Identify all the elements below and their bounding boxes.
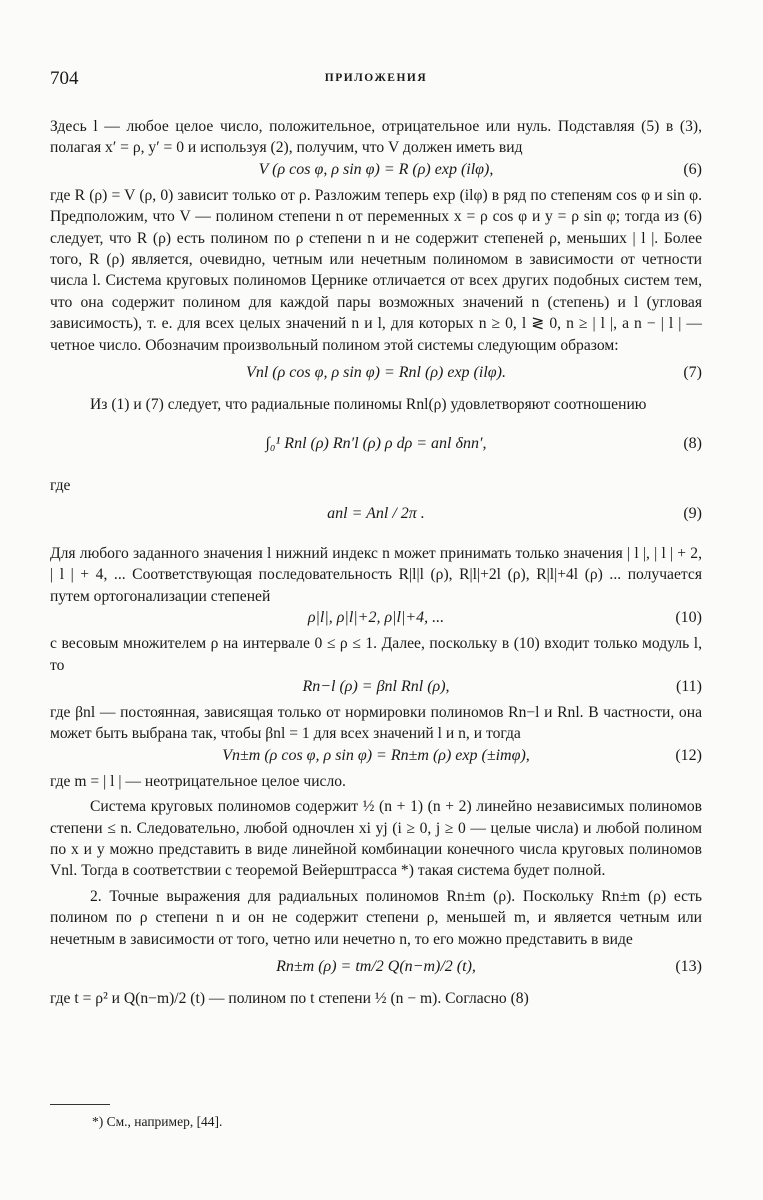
equation-number: (11) xyxy=(675,677,702,695)
equation-formula: ρ|l|, ρ|l|+2, ρ|l|+4, ... xyxy=(307,609,445,627)
equation-number: (7) xyxy=(683,364,702,382)
paragraph: где xyxy=(50,477,71,495)
equation xyxy=(50,159,702,185)
equation-formula: anl = Anl / 2π . xyxy=(327,504,425,522)
equation-formula: Rn±m (ρ) = tm/2 Q(n−m)/2 (t), xyxy=(276,957,476,975)
paragraph: где βnl — постоянная, зависящая только от нормировки полиномов Rn−l и Rnl. В частности, она может быть выбрана так, чтобы βnl = 1 для всех значений l и n, и тогда xyxy=(50,703,702,743)
equation-number: (13) xyxy=(675,957,702,975)
paragraph: где m = | l | — неотрицательное целое число. xyxy=(50,772,346,790)
equation xyxy=(50,745,702,771)
equation-formula: Rn−l (ρ) = βnl Rnl (ρ), xyxy=(302,677,450,695)
equation-number: (8) xyxy=(683,435,702,453)
equation-number: (10) xyxy=(675,609,702,627)
equation-number: (9) xyxy=(683,504,702,522)
paragraph: Из (1) и (7) следует, что радиальные полиномы Rnl(ρ) удовлетворяют соотношению xyxy=(90,396,647,414)
equation xyxy=(50,607,702,633)
equation-number: (12) xyxy=(675,746,702,764)
section-heading-paragraph: 2. Точные выражения для радиальных полиномов Rn±m (ρ). Поскольку Rn±m (ρ) есть полином по ρ степени n и он не содержит степени ρ, меньшей m, и является четным или нечетным в зависимости от того, четно или нечетно n, то его можно представить в виде xyxy=(50,887,702,948)
running-title: ПРИЛОЖЕНИЯ xyxy=(324,72,428,84)
text-body xyxy=(50,116,702,1009)
paragraph: где R (ρ) = V (ρ, 0) зависит только от ρ. Разложим теперь exp (ilφ) в ряд по степеням cos φ и sin φ. Предположим, что V — полином степени n от переменных x = ρ cos φ и y = ρ sin φ; тогда из (6) следует, что R (ρ) есть полином по ρ степени n и не содержит степеней ρ, меньших | l |. Более того, R (ρ) является, очевидно, четным или нечетным полиномом в зависимости от четности числа l. Система круговых полиномов Цернике отличается от всех других подобных систем тем, что она содержит полином для каждой пары возможных значений n (степень) и l (угловая зависимость), т. е. для всех целых значений n и l, для которых n ≥ 0, l ≷ 0, n ≥ | l |, а n − | l | — четное число. Обозначим произвольный полином этой системы следующим образом: xyxy=(50,186,702,354)
equation xyxy=(50,415,702,475)
equation-formula: ∫₀¹ Rnl (ρ) Rn′l (ρ) ρ dρ = anl δnn′, xyxy=(265,435,487,453)
equation-number: (6) xyxy=(683,160,702,178)
page-header xyxy=(50,68,702,94)
equation xyxy=(50,356,702,394)
paragraph: Система круговых полиномов содержит ½ (n + 1) (n + 2) линейно независимых полиномов степени ≤ n. Следовательно, любой одночлен xi yj (i ≥ 0, j ≥ 0 — целые числа) и любой полином по x и y можно представить в виде линейной комбинации конечного числа круговых полиномов Vnl. Тогда в соответствии с теоремой Вейерштрасса *) такая система будет полной. xyxy=(50,798,702,880)
equation xyxy=(50,676,702,702)
equation xyxy=(50,950,702,988)
footnote: *) См., например, [44]. xyxy=(92,1114,223,1129)
equation-formula: V (ρ cos φ, ρ sin φ) = R (ρ) exp (ilφ), xyxy=(258,160,494,178)
page-number: 704 xyxy=(50,68,79,89)
equation-formula: Vnl (ρ cos φ, ρ sin φ) = Rnl (ρ) exp (ilφ). xyxy=(246,364,506,382)
paragraph: Здесь l — любое целое число, положительное, отрицательное или нуль. Подставляя (5) в (3), полагая x′ = ρ, y′ = 0 и используя (2), получим, что V должен иметь вид xyxy=(50,118,702,157)
footnote-rule xyxy=(50,1104,110,1105)
equation xyxy=(50,497,702,535)
equation-formula: Vn±m (ρ cos φ, ρ sin φ) = Rn±m (ρ) exp (±imφ), xyxy=(222,746,530,764)
paragraph: Для любого заданного значения l нижний индекс n может принимать только значения | l |, | l | + 2, | l | + 4, ... Соответствующая последовательность R|l|l (ρ), R|l|+2l (ρ), R|l|+4l (ρ) ... получается путем ортогонализации степеней xyxy=(50,544,702,605)
paragraph: где t = ρ² и Q(n−m)/2 (t) — полином по t степени ½ (n − m). Согласно (8) xyxy=(50,989,529,1007)
paragraph: с весовым множителем ρ на интервале 0 ≤ ρ ≤ 1. Далее, поскольку в (10) входит только модуль l, то xyxy=(50,635,702,674)
